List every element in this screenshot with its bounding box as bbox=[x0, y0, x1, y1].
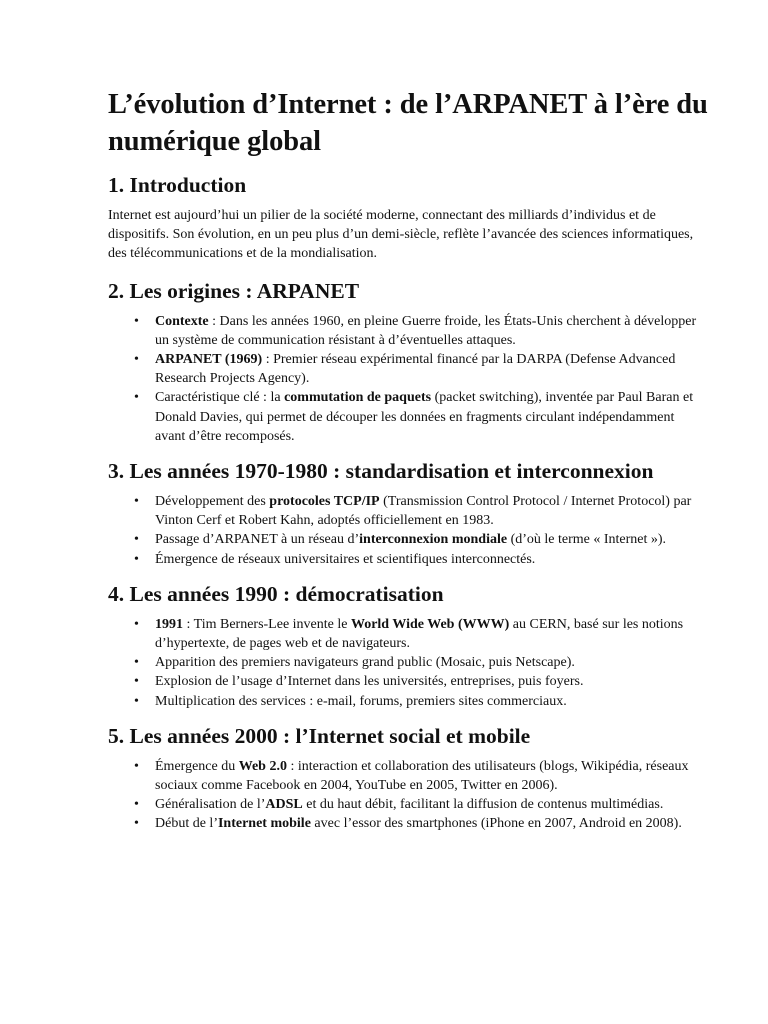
text-run: et du haut débit, facilitant la diffusion de contenus multimédias. bbox=[302, 797, 664, 813]
section-heading: 3. Les années 1970-1980 : standardisation et interconnexion bbox=[108, 459, 654, 484]
text-run: : interaction et collaboration des utilisateurs (blogs, Wikipédia, réseaux sociaux comme Facebook en 2004, YouTube en 2005, Twitter en 2006). bbox=[155, 758, 689, 794]
text-run: avec l’essor des smartphones (iPhone en 2007, Android en 2008). bbox=[310, 816, 682, 832]
text-run: Émergence de réseaux universitaires et scientifiques interconnectés. bbox=[155, 551, 536, 567]
list-item bbox=[155, 312, 708, 350]
list-item bbox=[155, 692, 708, 711]
section-democratisation bbox=[108, 581, 708, 711]
text-run: : Tim Berners-Lee invente le bbox=[183, 616, 351, 632]
text-run: : Dans les années 1960, en pleine Guerre froide, les États-Unis cherchent à développer un système de communication résistant à d’éventuelles attaques. bbox=[155, 313, 697, 348]
bullet-list bbox=[108, 492, 708, 569]
text-run: Caractéristique clé : la bbox=[155, 390, 285, 406]
bold-text: ARPANET (1969) bbox=[155, 352, 263, 368]
list-item bbox=[155, 350, 708, 388]
text-run: Multiplication des services : e-mail, forums, premiers sites commerciaux. bbox=[155, 693, 567, 709]
text-run: Émergence du bbox=[155, 758, 239, 774]
section-heading: 4. Les années 1990 : démocratisation bbox=[108, 581, 444, 606]
list-item bbox=[155, 672, 708, 691]
text-run: Explosion de l’usage d’Internet dans les universités, entreprises, puis foyers. bbox=[155, 674, 584, 690]
text-run: (d’où le terme « Internet »). bbox=[507, 532, 667, 548]
list-item bbox=[155, 795, 708, 814]
text-run: (Transmission Control Protocol / Internet Protocol) par Vinton Cerf et Robert Kahn, adoptés officiellement en 1983. bbox=[155, 494, 692, 529]
section-standardisation bbox=[108, 458, 708, 569]
section-heading: 1. Introduction bbox=[108, 173, 247, 197]
bold-text: Internet mobile bbox=[217, 816, 311, 832]
text-run: au CERN, basé sur les notions d’hypertexte, de pages web et de navigateurs. bbox=[155, 616, 684, 652]
document-title: L’évolution d’Internet : de l’ARPANET à l’ère du numérique global bbox=[108, 89, 708, 157]
list-item bbox=[155, 615, 708, 653]
text-run: Apparition des premiers navigateurs grand public (Mosaic, puis Netscape). bbox=[155, 655, 575, 671]
list-item bbox=[155, 388, 708, 446]
section-social-mobile bbox=[108, 723, 708, 834]
bold-text: commutation de paquets bbox=[284, 390, 432, 406]
section-introduction bbox=[108, 172, 708, 264]
text-run: Passage d’ARPANET à un réseau d’ bbox=[155, 532, 360, 548]
text-run: Généralisation de l’ bbox=[155, 797, 266, 813]
text-run: : Premier réseau expérimental financé par la DARPA (Defense Advanced Research Projects Agency). bbox=[155, 352, 676, 387]
section-origines bbox=[108, 278, 708, 446]
bullet-list bbox=[108, 615, 708, 711]
section-heading: 5. Les années 2000 : l’Internet social et mobile bbox=[108, 723, 531, 748]
text-run: Début de l’ bbox=[155, 816, 218, 832]
section-heading: 2. Les origines : ARPANET bbox=[108, 278, 360, 303]
text-run: (packet switching), inventée par Paul Baran et Donald Davies, qui permet de découper les données en fragments circulant indépendamment avant d’être recomposés. bbox=[155, 390, 694, 444]
list-item bbox=[155, 530, 708, 549]
bullet-list bbox=[108, 757, 708, 834]
text-run: Développement des bbox=[155, 494, 270, 510]
bold-text: Contexte bbox=[155, 313, 209, 329]
bold-text: protocoles TCP/IP bbox=[269, 494, 380, 510]
bold-text: Web 2.0 bbox=[238, 758, 287, 774]
bold-text: World Wide Web (WWW) bbox=[350, 616, 510, 632]
list-item bbox=[155, 814, 708, 833]
section-paragraph: Internet est aujourd’hui un pilier de la société moderne, connectant des milliards d’individus et de dispositifs. Son évolution, en un peu plus d’un demi-siècle, reflète l’avancée des sciences informatiques, des télécommunications et de la mondialisation. bbox=[108, 208, 694, 262]
list-item bbox=[155, 653, 708, 672]
list-item bbox=[155, 550, 708, 569]
list-item bbox=[155, 492, 708, 530]
bold-text: interconnexion mondiale bbox=[359, 532, 508, 548]
bold-text: ADSL bbox=[265, 797, 303, 813]
bold-text: 1991 bbox=[155, 616, 183, 632]
list-item bbox=[155, 757, 708, 795]
bullet-list bbox=[108, 312, 708, 446]
